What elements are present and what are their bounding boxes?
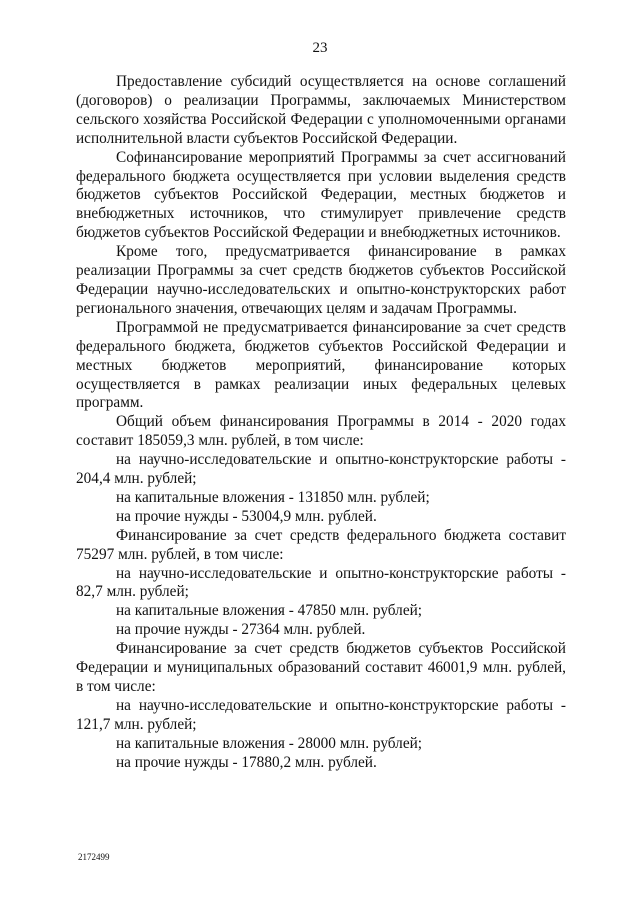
paragraph-regional-research: Кроме того, предусматривается финансирование в рамках реализации Программы за счет средств бюджетов субъектов Российской Федерации научно-исследовательских и опытно-конструкторских работ регионального значения, отвечающих целям и задачам Программы. (76, 243, 566, 317)
list-item-total-other: на прочие нужды - 53004,9 млн. рублей. (116, 507, 377, 525)
paragraph-federal-financing: Финансирование за счет средств федерального бюджета составит 75297 млн. рублей, в том числе: (76, 526, 566, 563)
document-body (76, 73, 566, 773)
paragraph-no-financing: Программой не предусматривается финансирование за счет средств федерального бюджета, бюджетов субъектов Российской Федерации и местных бюджетов мероприятий, финансирование которых осуществляется в рамках реализации иных федеральных целевых программ. (76, 318, 566, 412)
list-item-federal-capital: на капитальные вложения - 47850 млн. рублей; (116, 602, 423, 620)
list-item-regional-capital: на капитальные вложения - 28000 млн. рублей; (116, 734, 423, 752)
list-item-regional-research: на научно-исследовательские и опытно-конструкторские работы - 121,7 млн. рублей; (76, 696, 566, 733)
paragraph-subsidies: Предоставление субсидий осуществляется на основе соглашений (договоров) о реализации Программы, заключаемых Министерством сельского хозяйства Российской Федерации с уполномоченными органами исполнительной власти субъектов Российской Федерации. (76, 73, 566, 147)
document-id: 2172499 (78, 852, 110, 862)
list-item-total-research: на научно-исследовательские и опытно-конструкторские работы - 204,4 млн. рублей; (76, 451, 566, 488)
list-item-total-capital: на капитальные вложения - 131850 млн. рублей; (116, 488, 430, 506)
paragraph-regional-financing: Финансирование за счет средств бюджетов субъектов Российской Федерации и муниципальных образований составит 46001,9 млн. рублей, в том числе: (76, 640, 566, 695)
paragraph-total-financing: Общий объем финансирования Программы в 2014 - 2020 годах составит 185059,3 млн. рублей, в том числе: (76, 413, 566, 450)
page-number: 23 (312, 40, 328, 56)
list-item-federal-research: на научно-исследовательские и опытно-конструкторские работы - 82,7 млн. рублей; (76, 564, 566, 601)
paragraph-cofinancing: Софинансирование мероприятий Программы за счет ассигнований федерального бюджета осуществляется при условии выделения средств бюджетов субъектов Российской Федерации, местных бюджетов и внебюджетных источников, что стимулирует привлечение средств бюджетов субъектов Российской Федерации и внебюджетных источников. (76, 148, 566, 242)
list-item-federal-other: на прочие нужды - 27364 млн. рублей. (116, 621, 366, 639)
list-item-regional-other: на прочие нужды - 17880,2 млн. рублей. (116, 753, 377, 771)
